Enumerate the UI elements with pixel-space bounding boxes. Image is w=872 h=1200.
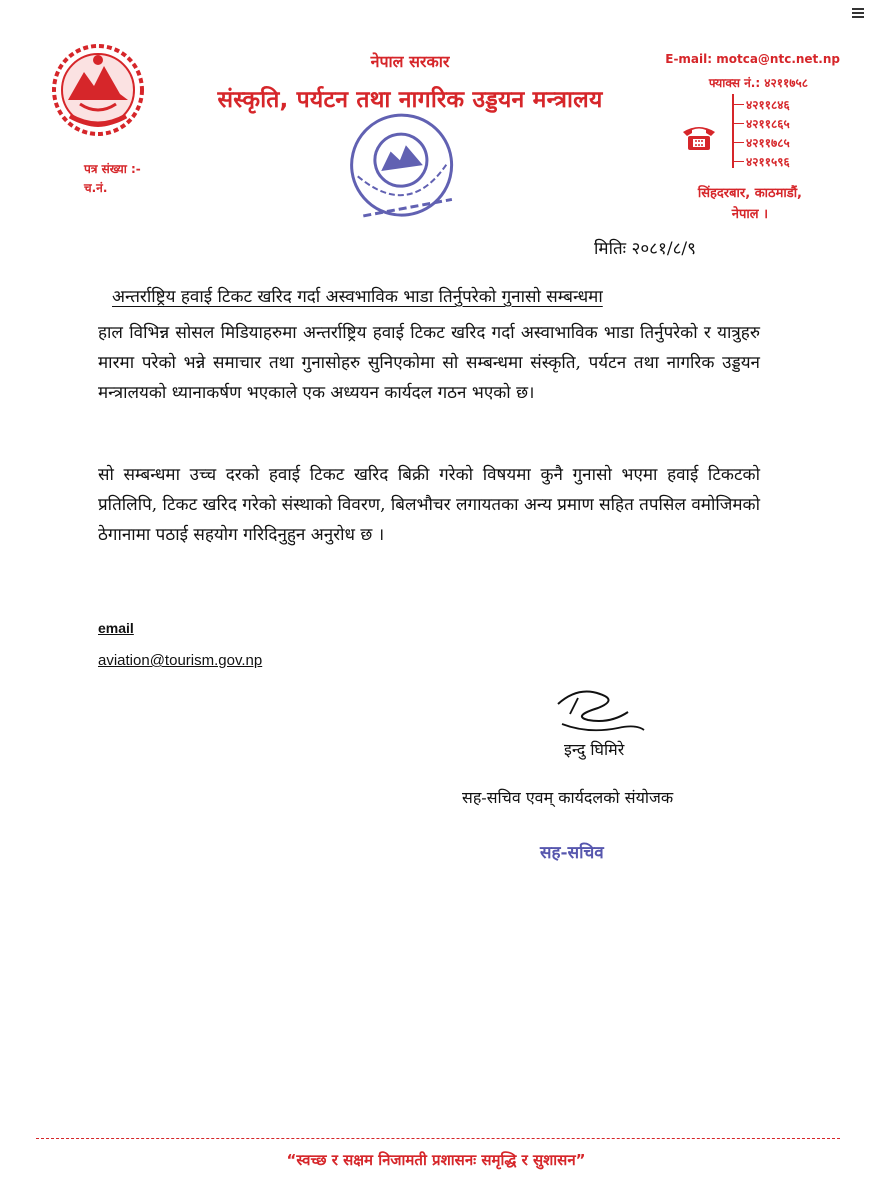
signatory-designation: सह-सचिव एवम् कार्यदलको संयोजक [462,788,674,807]
office-stamp-icon [328,110,478,240]
phone-numbers [732,94,822,174]
paragraph-1: हाल विभिन्न सोसल मिडियाहरुमा अन्तर्राष्ट्रिय हवाई टिकट खरिद गर्दा अस्वाभाविक भाडा तिर्नुपरेको र यात्रुहरु मारमा परेको भन्ने समाचार तथा गुनासोहरु सुनिएकोमा सो सम्बन्धमा संस्कृति, पर्यटन तथा नागरिक उड्डयन मन्त्रालयको ध्यानाकर्षण भएकाले एक अध्ययन कार्यदल गठन भएको छ। [98,323,760,403]
signature-icon [548,684,658,742]
dispatch-number-label: च.नं. [84,181,108,195]
phone-item: ४२११८४६ [746,98,790,112]
reference-number-label: पत्र संख्या :- [84,162,141,176]
footer-divider [36,1138,840,1139]
letter-subject: अन्तर्राष्ट्रिय हवाई टिकट खरिद गर्दा अस्वभाविक भाडा तिर्नुपरेको गुनासो सम्बन्धमा [112,287,603,307]
scan-mark-icon [852,8,864,18]
letter-date: मितिः २०८१/८/९ [594,239,696,259]
email-label: email [98,620,134,636]
address-line-2: नेपाल । [731,207,768,222]
footer-slogan: “स्वच्छ र सक्षम निजामती प्रशासनः समृद्धि र सुशासन” [286,1151,586,1169]
phone-item: ४२११८६५ [746,117,790,131]
address-line-1: सिंहदरबार, काठमाडौं, [697,186,802,201]
phone-bracket [732,94,744,168]
signatory-name: इन्दु घिमिरे [564,740,625,759]
designation-stamp: सह-सचिव [540,843,604,863]
government-name: नेपाल सरकार [370,52,450,71]
phone-item: ४२११७८५ [746,136,790,150]
nepal-emblem-icon [50,42,146,138]
telephone-icon [680,122,718,152]
header-email: E-mail: motca@ntc.net.np [665,52,840,66]
email-link[interactable]: aviation@tourism.gov.np [98,652,263,669]
paragraph-2: सो सम्बन्धमा उच्च दरको हवाई टिकट खरिद बिक्री गरेको विषयमा कुनै गुनासो भएमा हवाई टिकटको प्रतिलिपि, टिकट खरिद गरेको संस्थाको विवरण, बिलभौचर लगायतका अन्य प्रमाण सहित तपसिल वमोजिमको ठेगानामा पठाई सहयोग गरिदिनुहुन अनुरोध छ । [98,465,760,545]
ministry-name: संस्कृति, पर्यटन तथा नागरिक उड्डयन मन्त्रालय [217,87,603,113]
phone-list [746,96,790,172]
fax-number: फ्याक्स नं.: ४२११७५८ [708,76,808,90]
phone-item: ४२११५९६ [746,155,790,169]
